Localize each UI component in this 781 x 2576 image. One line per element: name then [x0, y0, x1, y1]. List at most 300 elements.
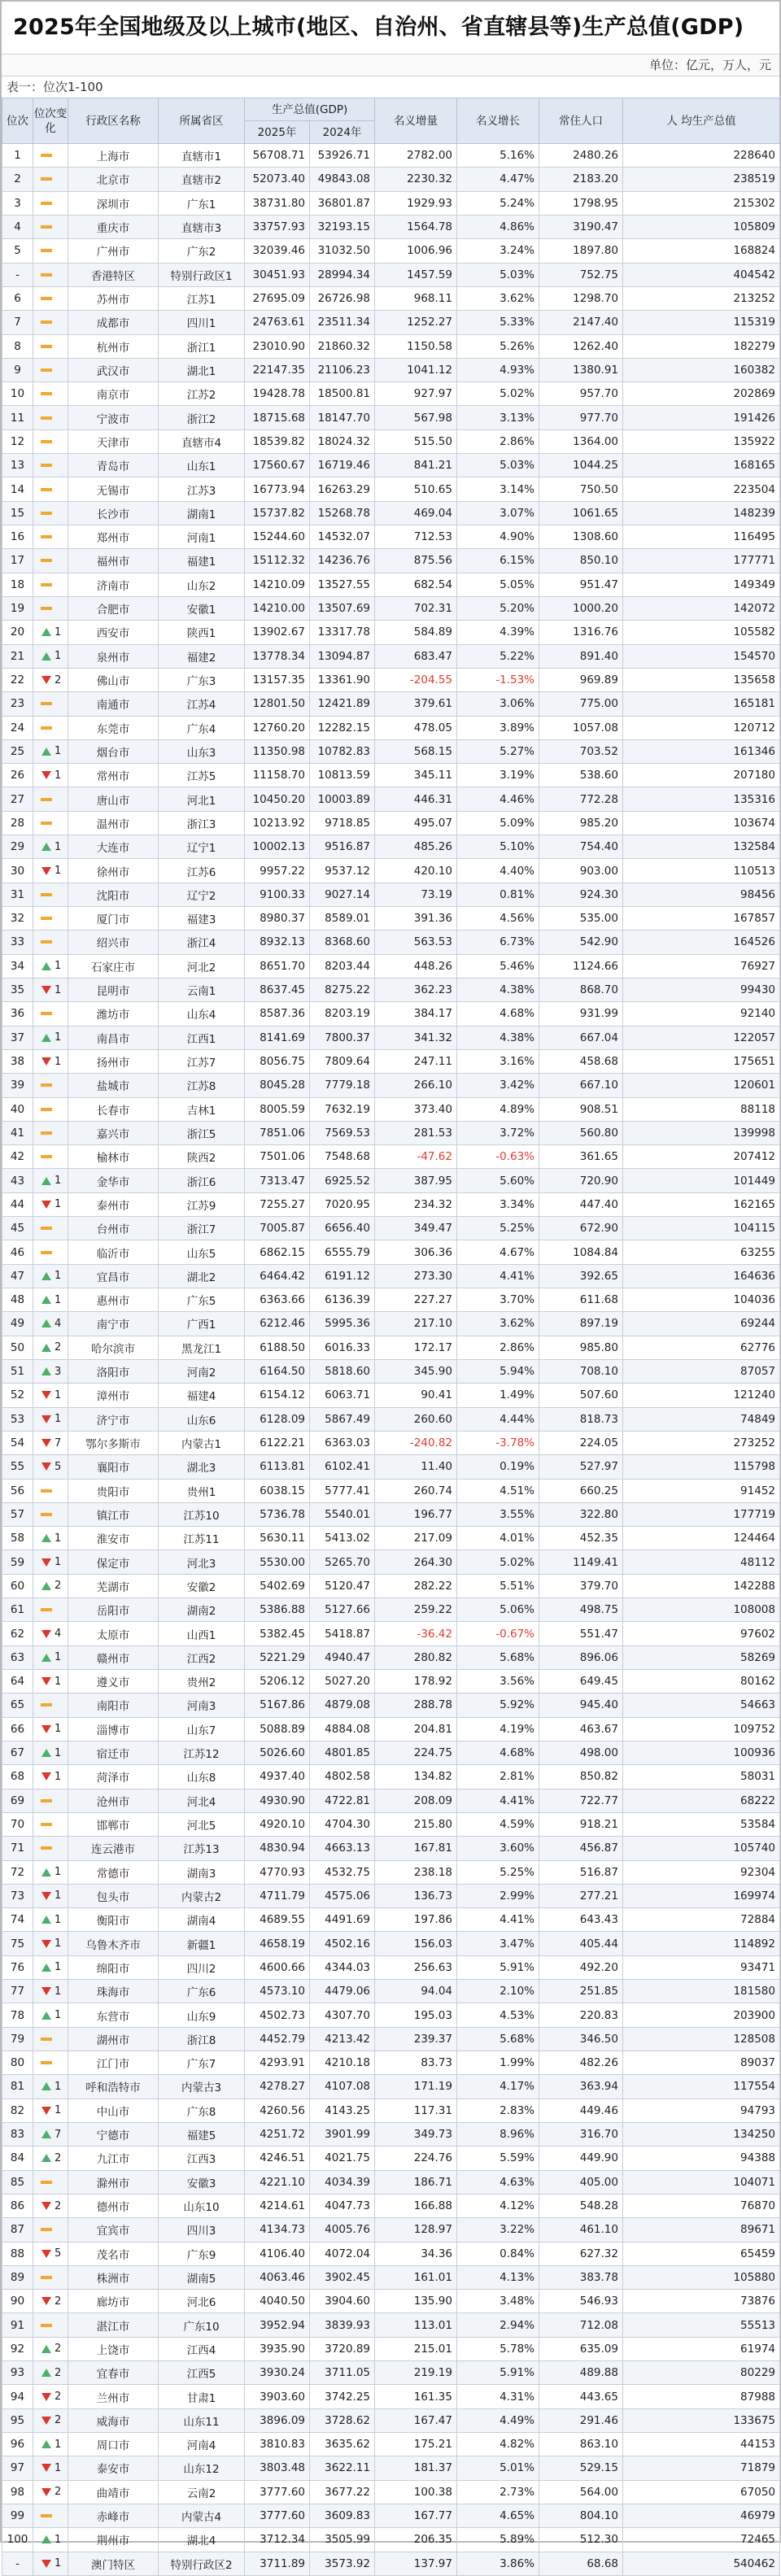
gdp-2024-cell: 3609.83 — [310, 2504, 375, 2527]
city-name-cell: 芜湖市 — [68, 1574, 159, 1597]
rank-change-cell — [33, 787, 68, 811]
table-row — [2, 144, 780, 168]
rank-change-cell — [33, 286, 68, 310]
table-row — [2, 1574, 780, 1597]
rank-cell: 98 — [2, 2480, 33, 2504]
rank-change-cell — [33, 1765, 68, 1789]
city-name-cell: 徐州市 — [68, 859, 159, 883]
population-cell: 903.00 — [539, 859, 623, 883]
rank-change-amount: 1 — [55, 1532, 62, 1545]
gdp-2024-cell: 26726.98 — [310, 286, 375, 310]
population-cell: 291.46 — [539, 2408, 623, 2432]
gdp-2025-cell: 7851.06 — [245, 1121, 310, 1144]
city-name-cell: 廊坊市 — [68, 2290, 159, 2313]
gdp-2025-cell: 6464.42 — [245, 1264, 310, 1288]
rank-down-icon — [41, 675, 52, 685]
nominal-growth-cell: 5.89% — [457, 2528, 539, 2552]
table-row — [2, 2147, 780, 2170]
per-capita-gdp-cell: 135316 — [623, 787, 780, 811]
gdp-2024-cell: 3904.60 — [310, 2290, 375, 2313]
nominal-growth-cell: 5.92% — [457, 1693, 539, 1717]
rank-cell: 15 — [2, 501, 33, 525]
gdp-2025-cell: 4502.73 — [245, 2003, 310, 2027]
rank-cell: 73 — [2, 1884, 33, 1907]
population-cell: 977.70 — [539, 406, 623, 429]
per-capita-gdp-cell: 177719 — [623, 1502, 780, 1526]
province-cell: 浙江5 — [159, 1121, 245, 1144]
nominal-growth-cell: 1.49% — [457, 1384, 539, 1407]
gdp-2025-cell: 7255.27 — [245, 1192, 310, 1216]
rank-change-cell — [33, 311, 68, 334]
rank-change-cell — [33, 716, 68, 739]
unit-line: 单位：亿元，万人，元 — [2, 54, 779, 76]
rank-cell: 22 — [2, 668, 33, 691]
city-name-cell: 兰州市 — [68, 2385, 159, 2408]
gdp-2025-cell: 6113.81 — [245, 1455, 310, 1479]
per-capita-gdp-cell: 94793 — [623, 2099, 780, 2122]
nominal-increase-cell: 345.11 — [375, 764, 457, 787]
gdp-2024-cell: 5418.87 — [310, 1622, 375, 1645]
nominal-growth-cell: 4.86% — [457, 215, 539, 238]
province-cell: 山东5 — [159, 1240, 245, 1264]
province-cell: 江西2 — [159, 1645, 245, 1669]
table-row — [2, 1717, 780, 1741]
rank-unchanged-icon — [41, 246, 52, 255]
nominal-increase-cell: 161.35 — [375, 2385, 457, 2408]
per-capita-gdp-cell: 48112 — [623, 1550, 780, 1574]
nominal-growth-cell: 5.01% — [457, 2456, 539, 2480]
rank-unchanged-icon — [41, 2321, 52, 2330]
rank-up-icon — [41, 1915, 52, 1924]
nominal-increase-cell: 128.97 — [375, 2218, 457, 2242]
rank-cell: 36 — [2, 1002, 33, 1026]
table-row — [2, 1359, 780, 1383]
rank-cell: 33 — [2, 931, 33, 954]
city-name-cell: 台州市 — [68, 1217, 159, 1240]
province-cell: 山东7 — [159, 1717, 245, 1741]
rank-down-icon — [41, 1939, 52, 1949]
gdp-2025-cell: 27695.09 — [245, 286, 310, 310]
population-cell: 672.90 — [539, 1217, 623, 1240]
nominal-increase-cell: 288.78 — [375, 1693, 457, 1717]
city-name-cell: 绍兴市 — [68, 931, 159, 954]
gdp-2024-cell: 6136.39 — [310, 1288, 375, 1312]
population-cell: 452.35 — [539, 1527, 623, 1550]
city-name-cell: 宜春市 — [68, 2361, 159, 2385]
table-row — [2, 1741, 780, 1764]
table-row — [2, 716, 780, 739]
gdp-2025-cell: 12801.50 — [245, 692, 310, 716]
rank-change-cell — [33, 1622, 68, 1645]
nominal-growth-cell: -1.53% — [457, 668, 539, 691]
rank-cell: 67 — [2, 1741, 33, 1764]
nominal-growth-cell: 4.59% — [457, 1812, 539, 1836]
population-cell: 560.80 — [539, 1121, 623, 1144]
rank-cell: 13 — [2, 454, 33, 477]
rank-change-cell — [33, 1074, 68, 1097]
nominal-growth-cell: 5.05% — [457, 573, 539, 596]
rank-cell: 28 — [2, 811, 33, 835]
city-name-cell: 宁波市 — [68, 406, 159, 429]
city-name-cell: 武汉市 — [68, 358, 159, 381]
city-name-cell: 哈尔滨市 — [68, 1336, 159, 1359]
nominal-growth-cell: 3.56% — [457, 1670, 539, 1693]
nominal-increase-cell: 90.41 — [375, 1384, 457, 1407]
per-capita-gdp-cell: 71879 — [623, 2456, 780, 2480]
table-row — [2, 1240, 780, 1264]
gdp-2024-cell: 4879.08 — [310, 1693, 375, 1717]
city-name-cell: 盐城市 — [68, 1074, 159, 1097]
city-name-cell: 漳州市 — [68, 1384, 159, 1407]
gdp-2025-cell: 3952.94 — [245, 2313, 310, 2337]
gdp-2025-cell: 5530.00 — [245, 1550, 310, 1574]
gdp-2025-cell: 12760.20 — [245, 716, 310, 739]
rank-change-cell — [33, 1574, 68, 1597]
gdp-2024-cell: 49843.08 — [310, 168, 375, 191]
rank-change-amount: 1 — [55, 1961, 62, 1974]
rank-cell: 37 — [2, 1026, 33, 1049]
per-capita-gdp-cell: 89037 — [623, 2051, 780, 2075]
province-cell: 湖北1 — [159, 358, 245, 381]
nominal-increase-cell: 197.86 — [375, 1908, 457, 1932]
nominal-increase-cell: 341.32 — [375, 1026, 457, 1049]
nominal-growth-cell: 5.09% — [457, 811, 539, 835]
gdp-2025-cell: 4040.50 — [245, 2290, 310, 2313]
rank-change-amount: 2 — [55, 2295, 62, 2308]
rank-change-cell — [33, 1693, 68, 1717]
nominal-increase-cell: 702.31 — [375, 596, 457, 620]
gdp-2024-cell: 16263.29 — [310, 477, 375, 501]
nominal-increase-cell: 448.26 — [375, 954, 457, 978]
rank-change-amount: 1 — [55, 1270, 62, 1283]
gdp-2025-cell: 24763.61 — [245, 311, 310, 334]
table-row — [2, 1121, 780, 1144]
nominal-increase-cell: 195.03 — [375, 2003, 457, 2027]
nominal-growth-cell: 5.60% — [457, 1169, 539, 1192]
nominal-increase-cell: 584.89 — [375, 621, 457, 644]
nominal-increase-cell: 1457.59 — [375, 263, 457, 286]
nominal-growth-cell: 4.63% — [457, 2170, 539, 2194]
per-capita-gdp-cell: 116495 — [623, 525, 780, 549]
population-cell: 379.70 — [539, 1574, 623, 1597]
nominal-growth-cell: 3.16% — [457, 1049, 539, 1073]
gdp-2024-cell: 13361.90 — [310, 668, 375, 691]
city-name-cell: 沧州市 — [68, 1789, 159, 1812]
rank-cell: 23 — [2, 692, 33, 716]
rank-down-icon — [41, 2249, 52, 2259]
rank-down-icon — [41, 2296, 52, 2306]
rank-cell: 56 — [2, 1479, 33, 1502]
rank-unchanged-icon — [41, 1510, 52, 1519]
province-cell: 贵州1 — [159, 1479, 245, 1502]
rank-down-icon — [41, 1986, 52, 1996]
rank-change-cell — [33, 1955, 68, 1979]
gdp-2024-cell: 3622.11 — [310, 2456, 375, 2480]
rank-cell: 89 — [2, 2265, 33, 2289]
gdp-2025-cell: 3777.60 — [245, 2480, 310, 2504]
table-row — [2, 1837, 780, 1860]
rank-cell: 26 — [2, 764, 33, 787]
rank-cell: 39 — [2, 1074, 33, 1097]
population-cell: 405.44 — [539, 1932, 623, 1955]
province-cell: 直辖市1 — [159, 144, 245, 168]
gdp-2024-cell: 6063.71 — [310, 1384, 375, 1407]
population-cell: 535.00 — [539, 907, 623, 931]
rank-change-cell — [33, 2122, 68, 2146]
rank-cell: 18 — [2, 573, 33, 596]
gdp-2024-cell: 7020.95 — [310, 1192, 375, 1216]
nominal-growth-cell: 4.44% — [457, 1407, 539, 1431]
nominal-increase-cell: 161.01 — [375, 2265, 457, 2289]
city-name-cell: 赣州市 — [68, 1645, 159, 1669]
nominal-growth-cell: 4.17% — [457, 2075, 539, 2099]
city-name-cell: 珠海市 — [68, 1980, 159, 2003]
rank-change-cell — [33, 1359, 68, 1383]
nominal-growth-cell: 3.60% — [457, 1837, 539, 1860]
nominal-growth-cell: 4.68% — [457, 1002, 539, 1026]
province-cell: 新疆1 — [159, 1932, 245, 1955]
province-cell: 四川3 — [159, 2218, 245, 2242]
gdp-2024-cell: 3635.62 — [310, 2433, 375, 2456]
table-row — [2, 1622, 780, 1645]
nominal-increase-cell: -204.55 — [375, 668, 457, 691]
rank-change-cell — [33, 168, 68, 191]
table-row — [2, 1789, 780, 1812]
city-name-cell: 榆林市 — [68, 1145, 159, 1169]
rank-unchanged-icon — [41, 913, 52, 923]
city-name-cell: 惠州市 — [68, 1288, 159, 1312]
gdp-2025-cell: 9100.33 — [245, 883, 310, 906]
per-capita-gdp-cell: 273252 — [623, 1431, 780, 1454]
rank-change-cell — [33, 1145, 68, 1169]
rank-change-cell — [33, 1312, 68, 1336]
rank-unchanged-icon — [41, 1128, 52, 1138]
rank-cell: 4 — [2, 215, 33, 238]
rank-cell: 58 — [2, 1527, 33, 1550]
gdp-2025-cell: 6038.15 — [245, 1479, 310, 1502]
province-cell: 浙江2 — [159, 406, 245, 429]
rank-cell: 55 — [2, 1455, 33, 1479]
province-cell: 河北5 — [159, 1812, 245, 1836]
nominal-growth-cell: 4.13% — [457, 2265, 539, 2289]
rank-change-amount: 2 — [55, 1341, 62, 1354]
city-name-cell: 常德市 — [68, 1860, 159, 1884]
rank-change-cell — [33, 2218, 68, 2242]
nominal-increase-cell: 510.65 — [375, 477, 457, 501]
nominal-growth-cell: 2.73% — [457, 2480, 539, 2504]
table-row — [2, 2361, 780, 2385]
gdp-2024-cell: 8203.44 — [310, 954, 375, 978]
province-cell: 广东1 — [159, 191, 245, 215]
gdp-2025-cell: 6363.66 — [245, 1288, 310, 1312]
gdp-2024-cell: 8203.19 — [310, 1002, 375, 1026]
rank-cell: 84 — [2, 2147, 33, 2170]
population-cell: 804.10 — [539, 2504, 623, 2527]
province-cell: 内蒙古3 — [159, 2075, 245, 2099]
rank-up-icon — [41, 747, 52, 756]
province-cell: 湖北3 — [159, 1455, 245, 1479]
rank-unchanged-icon — [41, 937, 52, 947]
rank-change-cell — [33, 954, 68, 978]
province-cell: 江苏9 — [159, 1192, 245, 1216]
province-cell: 山东2 — [159, 573, 245, 596]
per-capita-gdp-cell: 228640 — [623, 144, 780, 168]
rank-cell: 24 — [2, 716, 33, 739]
population-cell: 1149.41 — [539, 1550, 623, 1574]
table-row — [2, 1645, 780, 1669]
rank-cell: 57 — [2, 1502, 33, 1526]
gdp-2024-cell: 4801.85 — [310, 1741, 375, 1764]
gdp-2025-cell: 4452.79 — [245, 2027, 310, 2051]
gdp-2024-cell: 4502.16 — [310, 1932, 375, 1955]
per-capita-gdp-cell: 88118 — [623, 1097, 780, 1121]
nominal-growth-cell: 4.89% — [457, 1097, 539, 1121]
per-capita-gdp-cell: 92140 — [623, 1002, 780, 1026]
rank-unchanged-icon — [41, 1080, 52, 1090]
city-name-cell: 南阳市 — [68, 1693, 159, 1717]
city-name-cell: 南京市 — [68, 382, 159, 406]
rank-cell: 69 — [2, 1789, 33, 1812]
rank-cell: 82 — [2, 2099, 33, 2122]
population-cell: 703.52 — [539, 739, 623, 763]
gdp-2025-cell: 4711.79 — [245, 1884, 310, 1907]
gdp-2024-cell: 6925.52 — [310, 1169, 375, 1192]
rank-up-icon — [41, 1295, 52, 1305]
city-name-cell: 厦门市 — [68, 907, 159, 931]
rank-cell: 53 — [2, 1407, 33, 1431]
header-gdp-2024: 2024年 — [310, 121, 375, 144]
city-name-cell: 济南市 — [68, 573, 159, 596]
gdp-2024-cell: 3573.92 — [310, 2552, 375, 2575]
per-capita-gdp-cell: 105582 — [623, 621, 780, 644]
per-capita-gdp-cell: 169974 — [623, 1884, 780, 1907]
nominal-growth-cell: 4.40% — [457, 859, 539, 883]
rank-up-icon — [41, 2129, 52, 2139]
city-name-cell: 成都市 — [68, 311, 159, 334]
province-cell: 云南2 — [159, 2480, 245, 2504]
nominal-growth-cell: 5.02% — [457, 382, 539, 406]
nominal-increase-cell: 563.53 — [375, 931, 457, 954]
per-capita-gdp-cell: 191426 — [623, 406, 780, 429]
city-name-cell: 烟台市 — [68, 739, 159, 763]
table-row — [2, 2265, 780, 2289]
rank-unchanged-icon — [41, 1486, 52, 1496]
gdp-2024-cell: 13317.78 — [310, 621, 375, 644]
table-row — [2, 2480, 780, 2504]
rank-change-cell — [33, 764, 68, 787]
table-row — [2, 1002, 780, 1026]
nominal-increase-cell: 345.90 — [375, 1359, 457, 1383]
province-cell: 湖北2 — [159, 1264, 245, 1288]
per-capita-gdp-cell: 61974 — [623, 2337, 780, 2360]
nominal-increase-cell: 927.97 — [375, 382, 457, 406]
rank-cell: 19 — [2, 596, 33, 620]
rank-change-cell — [33, 1741, 68, 1764]
population-cell: 516.87 — [539, 1860, 623, 1884]
rank-change-cell — [33, 1884, 68, 1907]
rank-cell: 11 — [2, 406, 33, 429]
province-cell: 直辖市4 — [159, 429, 245, 453]
gdp-2025-cell: 18539.82 — [245, 429, 310, 453]
province-cell: 福建3 — [159, 907, 245, 931]
rank-unchanged-icon — [41, 699, 52, 708]
city-name-cell: 贵阳市 — [68, 1479, 159, 1502]
rank-change-amount: 5 — [55, 1460, 62, 1473]
gdp-2025-cell: 3930.24 — [245, 2361, 310, 2385]
nominal-growth-cell: 3.07% — [457, 501, 539, 525]
gdp-2024-cell: 3839.93 — [310, 2313, 375, 2337]
province-cell: 山东12 — [159, 2456, 245, 2480]
per-capita-gdp-cell: 87057 — [623, 1359, 780, 1383]
rank-change-cell — [33, 382, 68, 406]
gdp-2024-cell: 9537.12 — [310, 859, 375, 883]
gdp-2024-cell: 18147.70 — [310, 406, 375, 429]
gdp-2025-cell: 5630.11 — [245, 1527, 310, 1550]
gdp-2025-cell: 5402.69 — [245, 1574, 310, 1597]
rank-change-cell — [33, 477, 68, 501]
rank-change-amount: 1 — [55, 1866, 62, 1879]
rank-unchanged-icon — [41, 222, 52, 232]
gdp-2024-cell: 31032.50 — [310, 239, 375, 263]
population-cell: 708.10 — [539, 1359, 623, 1383]
rank-change-cell — [33, 811, 68, 835]
gdp-2025-cell: 11158.70 — [245, 764, 310, 787]
nominal-increase-cell: 238.18 — [375, 1860, 457, 1884]
city-name-cell: 郑州市 — [68, 525, 159, 549]
gdp-2025-cell: 6154.12 — [245, 1384, 310, 1407]
gdp-2024-cell: 4491.69 — [310, 1908, 375, 1932]
nominal-increase-cell: 134.82 — [375, 1765, 457, 1789]
nominal-growth-cell: 2.99% — [457, 1884, 539, 1907]
per-capita-gdp-cell: 122057 — [623, 1026, 780, 1049]
rank-cell: 38 — [2, 1049, 33, 1073]
city-name-cell: 广州市 — [68, 239, 159, 263]
per-capita-gdp-cell: 74849 — [623, 1407, 780, 1431]
province-cell: 辽宁2 — [159, 883, 245, 906]
per-capita-gdp-cell: 53584 — [623, 1812, 780, 1836]
gdp-2025-cell: 3712.34 — [245, 2528, 310, 2552]
per-capita-gdp-cell: 99430 — [623, 978, 780, 1001]
table-row — [2, 2099, 780, 2122]
nominal-increase-cell: 94.04 — [375, 1980, 457, 2003]
rank-up-icon — [41, 1748, 52, 1758]
per-capita-gdp-cell: 110513 — [623, 859, 780, 883]
table-row — [2, 382, 780, 406]
province-cell: 江苏6 — [159, 859, 245, 883]
rank-down-icon — [41, 2463, 52, 2473]
header-gdp-2025: 2025年 — [245, 121, 310, 144]
rank-change-amount: 1 — [55, 2461, 62, 2474]
gdp-2024-cell: 5867.49 — [310, 1407, 375, 1431]
rank-change-amount: 1 — [55, 1937, 62, 1951]
rank-up-icon — [41, 2011, 52, 2020]
table-row — [2, 311, 780, 334]
city-name-cell: 澳门特区 — [68, 2552, 159, 2575]
population-cell: 945.40 — [539, 1693, 623, 1717]
gdp-2025-cell: 4251.72 — [245, 2122, 310, 2146]
population-cell: 3190.47 — [539, 215, 623, 238]
rank-change-cell — [33, 1169, 68, 1192]
per-capita-gdp-cell: 101449 — [623, 1169, 780, 1192]
city-name-cell: 福州市 — [68, 549, 159, 573]
province-cell: 浙江8 — [159, 2027, 245, 2051]
rank-change-cell — [33, 1717, 68, 1741]
city-name-cell: 乌鲁木齐市 — [68, 1932, 159, 1955]
rank-cell: 47 — [2, 1264, 33, 1288]
province-cell: 直辖市3 — [159, 215, 245, 238]
nominal-increase-cell: 264.30 — [375, 1550, 457, 1574]
city-name-cell: 长春市 — [68, 1097, 159, 1121]
